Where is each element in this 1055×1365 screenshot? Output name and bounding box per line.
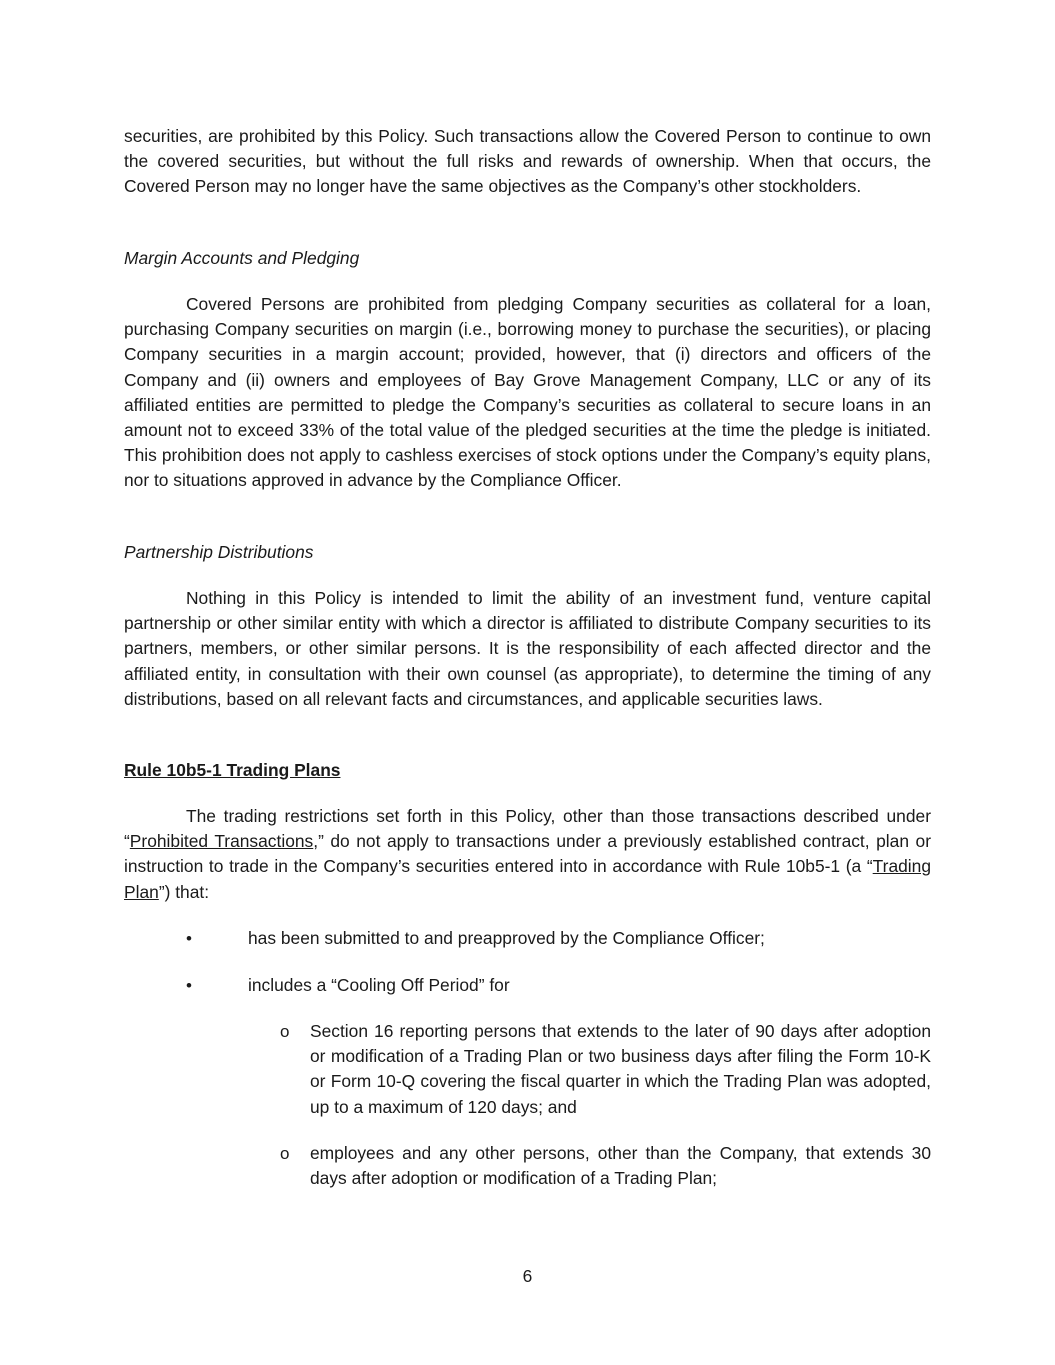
bullet-marker: • (186, 929, 192, 948)
page-number: 6 (522, 1266, 533, 1286)
paragraph-margin-accounts: Covered Persons are prohibited from pledging Company securities as collateral for a loan, purchasing Company securities on margin (i.e., borrowing money to purchase the securities), or placing Company securities in a margin account; provided, however, that (i) directors and officers of the Company and (ii) owners and employees of Bay Grove Management Company, LLC or any of its affiliated entities are permitted to pledge the Company’s securities as collateral to secure loans in an amount not to exceed 33% of the total value of the pledged securities at the time the pledge is initiated. This prohibition does not apply to cashless exercises of stock options under the Company’s equity plans, nor to situations approved in advance by the Compliance Officer. (124, 294, 931, 491)
paragraph-carryover: securities, are prohibited by this Policy. Such transactions allow the Covered Person to continue to own the covered securities, but without the full risks and rewards of ownership. When that occurs, the Covered Person may no longer have the same objectives as the Company’s other stockholders. (124, 126, 931, 197)
bullet-item-preapproved: has been submitted to and preapproved by the Compliance Officer; (248, 928, 765, 948)
section-heading-text: Rule 10b5-1 Trading Plans (124, 760, 341, 780)
defined-term-trading-plan: Trading Plan (124, 856, 931, 902)
subheading-margin-accounts: Margin Accounts and Pledging (124, 248, 360, 268)
section-heading-rule-10b5-1 (124, 758, 931, 783)
defined-term-prohibited-transactions: Prohibited Transactions (129, 831, 314, 852)
subheading-partnership-distributions: Partnership Distributions (124, 542, 314, 562)
sub-bullet-marker: o (280, 1022, 290, 1041)
sub-bullet-marker: o (280, 1144, 290, 1163)
sub-bullet-item-employees: employees and any other persons, other than the Company, that extends 30 days after adoption or modification of a Trading Plan; (310, 1143, 931, 1189)
paragraph-rule-10b5-1 (124, 804, 931, 905)
rule-text-part3: ”) that: (158, 881, 210, 902)
sub-bullet-item-section-16: Section 16 reporting persons that extends to the later of 90 days after adoption or modification of a Trading Plan or two business days after filing the Form 10-K or Form 10-Q covering the fiscal quarter in which the Trading Plan was adopted, up to a maximum of 120 days; and (310, 1021, 931, 1117)
bullet-item-cooling-off: includes a “Cooling Off Period” for (248, 975, 510, 995)
bullet-marker: • (186, 976, 192, 995)
rule-text-part2: ,” do not apply to transactions under a previously established contract, plan or instruction to trade in the Company’s securities entered into in accordance with Rule 10b5-1 (a “ (124, 831, 931, 877)
rule-text-part1: The trading restrictions set forth in this Policy, other than those transactions described under “ (124, 806, 931, 852)
paragraph-partnership-distributions: Nothing in this Policy is intended to limit the ability of an investment fund, venture capital partnership or other similar entity with which a director is affiliated to distribute Company securities to its partners, members, or other similar persons. It is the responsibility of each affected director and the affiliated entity, in consultation with their own counsel (as appropriate), to determine the timing of any distributions, based on all relevant facts and circumstances, and applicable securities laws. (124, 588, 931, 709)
